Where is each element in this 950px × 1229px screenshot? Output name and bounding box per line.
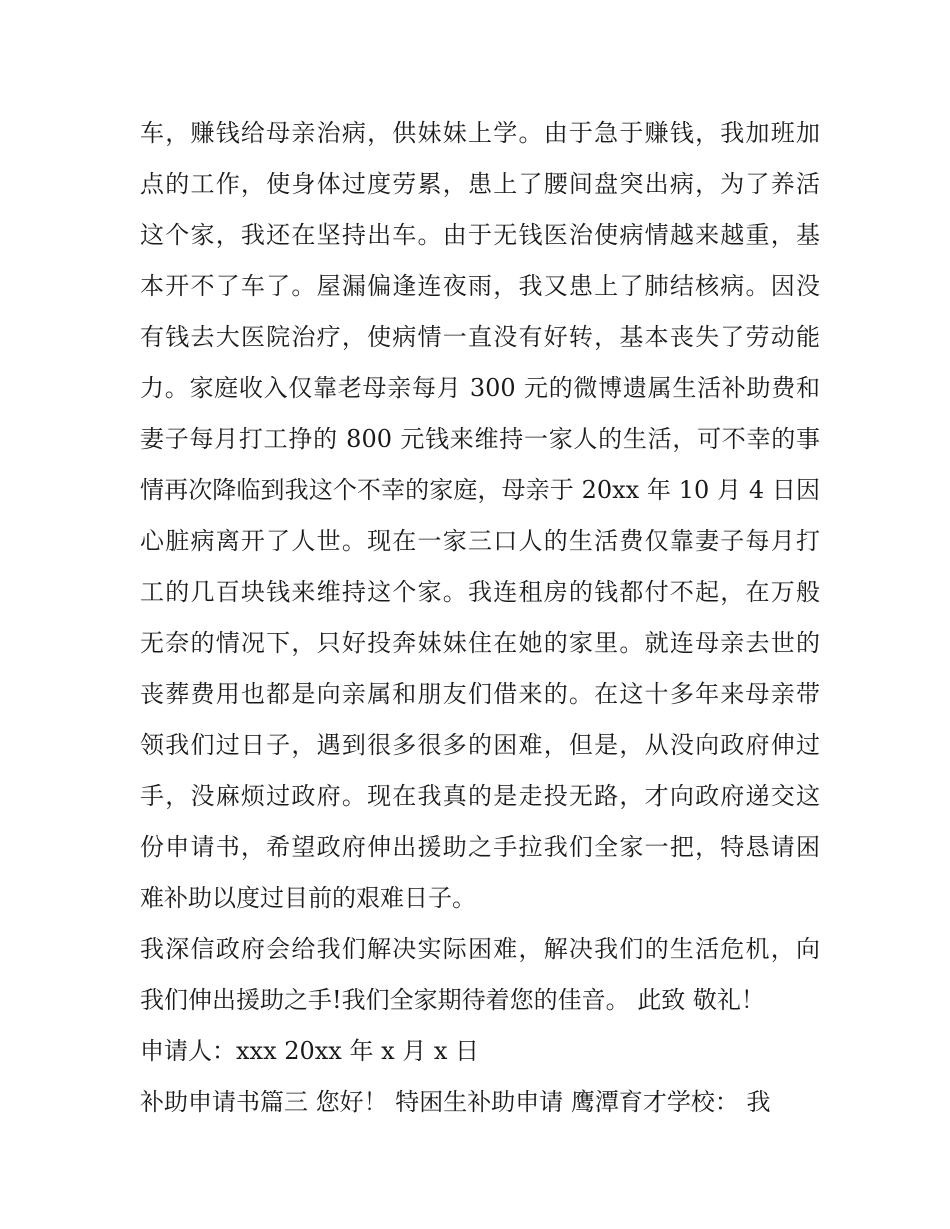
text-line: 这个家，我还在坚持出车。由于无钱医治使病情越来越重，基 [140, 221, 820, 249]
text-line: 情再次降临到我这个不幸的家庭，母亲于 20xx 年 10 月 4 日因 [140, 476, 820, 504]
text-line: 有钱去大医院治疗，使病情一直没有好转，基本丧失了劳动能 [140, 323, 820, 351]
text-line: 心脏病离开了人世。现在一家三口人的生活费仅靠妻子每月打 [140, 527, 820, 555]
text-line: 车，赚钱给母亲治病，供妹妹上学。由于急于赚钱，我加班加 [140, 119, 820, 147]
paragraph-hardship [140, 108, 820, 924]
text-line: 力。家庭收入仅靠老母亲每月 300 元的微博遗属生活补助费和 [140, 374, 820, 402]
text-line: 工的几百块钱来维持这个家。我连租房的钱都付不起，在万般 [140, 578, 820, 606]
text-line: 我深信政府会给我们解决实际困难，解决我们的生活危机，向 [140, 935, 820, 963]
text-line: 本开不了车了。屋漏偏逢连夜雨，我又患上了肺结核病。因没 [140, 272, 820, 300]
text-line: 份申请书，希望政府伸出援助之手拉我们全家一把，特恳请困 [140, 833, 820, 861]
paragraph-closing [140, 924, 820, 1026]
text-line: 领我们过日子，遇到很多很多的困难，但是，从没向政府伸过 [140, 731, 820, 759]
document-body [140, 108, 820, 1128]
text-line: 丧葬费用也都是向亲属和朋友们借来的。在这十多年来母亲带 [140, 680, 820, 708]
text-line: 妻子每月打工挣的 800 元钱来维持一家人的生活，可不幸的事 [140, 425, 820, 453]
text-line: 点的工作，使身体过度劳累，患上了腰间盘突出病，为了养活 [140, 170, 820, 198]
next-section-line: 补助申请书篇三 您好！ 特困生补助申请 鹰潭育才学校： 我 [140, 1088, 771, 1116]
text-line: 我们伸出援助之手!我们全家期待着您的佳音。 此致 敬礼！ [140, 986, 765, 1014]
signature-line: 申请人：xxx 20xx 年 x 月 x 日 [140, 1037, 480, 1065]
text-line: 无奈的情况下，只好投奔妹妹住在她的家里。就连母亲去世的 [140, 629, 820, 657]
text-line: 手，没麻烦过政府。现在我真的是走投无路，才向政府递交这 [140, 782, 820, 810]
text-line: 难补助以度过目前的艰难日子。 [140, 884, 476, 912]
